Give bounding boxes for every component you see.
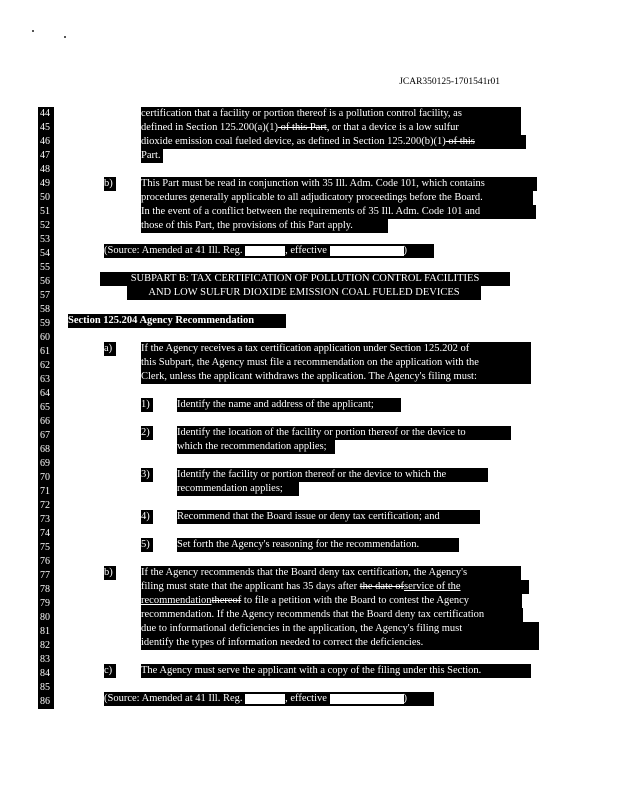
struck-text: thereof: [211, 595, 242, 606]
inserted-text: recommendation: [141, 595, 212, 606]
line-number: 59: [38, 317, 54, 331]
line-number: 71: [38, 485, 54, 499]
subpart-heading-line-1: SUBPART B: TAX CERTIFICATION OF POLLUTION CONTROL FACILITIES: [100, 272, 510, 286]
sub-item-3-line-2: recommendation applies;: [177, 482, 299, 496]
line-number: 86: [38, 695, 54, 709]
para-b-line-5: due to informational deficiencies in the application, the Agency's filing must: [141, 622, 539, 636]
line-number: 44: [38, 107, 54, 121]
para-c-label: c): [104, 664, 116, 678]
line-number: 81: [38, 625, 54, 639]
line-number: 63: [38, 373, 54, 387]
scan-speck: [64, 36, 66, 38]
blank-effective-date: [330, 246, 404, 256]
source-suffix: ): [403, 245, 408, 256]
struck-text: of this Part: [278, 122, 327, 133]
sub-item-2-line-1: Identify the location of the facility or portion thereof or the device to: [177, 426, 511, 440]
line-number: 57: [38, 289, 54, 303]
item-b-line-3: In the event of a conflict between the requirements of 35 Ill. Adm. Code 101 and: [141, 205, 536, 219]
line-number: 78: [38, 583, 54, 597]
blank-reg-number: [245, 246, 285, 256]
para-b-line-2: [141, 580, 529, 594]
line-number: 61: [38, 345, 54, 359]
sub-item-2-line-2: which the recommendation applies;: [177, 440, 335, 454]
line-number: 51: [38, 205, 54, 219]
line-number: 80: [38, 611, 54, 625]
source-prefix: (Source: Amended at 41 Ill. Reg.: [104, 693, 246, 704]
line-number: 79: [38, 597, 54, 611]
sub-item-1-label: 1): [141, 398, 153, 412]
inserted-text: service of the: [404, 581, 461, 592]
line-number: 83: [38, 653, 54, 667]
line-number: 47: [38, 149, 54, 163]
line-number: 60: [38, 331, 54, 345]
line-number: 69: [38, 457, 54, 471]
source-mid: , effective: [285, 245, 330, 256]
item-b-line-2: procedures generally applicable to all adjudicatory proceedings before the Board.: [141, 191, 533, 205]
para-a-label: a): [104, 342, 116, 356]
para-b-line-4: recommendation. If the Agency recommends that the Board deny tax certification: [141, 608, 523, 622]
sub-item-2-label: 2): [141, 426, 153, 440]
source-note-1: [104, 244, 434, 258]
line-number: 84: [38, 667, 54, 681]
line-number: 67: [38, 429, 54, 443]
para-b-text: to file a petition with the Board to contest the Agency: [241, 595, 470, 606]
item-b-line-1: This Part must be read in conjunction with 35 Ill. Adm. Code 101, which contains: [141, 177, 537, 191]
line-number: 76: [38, 555, 54, 569]
line-number: 55: [38, 261, 54, 275]
line-number: 74: [38, 527, 54, 541]
document-id: JCAR350125-1701541r01: [399, 77, 500, 87]
section-heading: Section 125.204 Agency Recommendation: [68, 314, 286, 328]
sub-item-5-line-1: Set forth the Agency's reasoning for the recommendation.: [177, 538, 459, 552]
line-number: 68: [38, 443, 54, 457]
line-number: 46: [38, 135, 54, 149]
line-number: 58: [38, 303, 54, 317]
para-b-line-6: identify the types of information needed to correct the deficiencies.: [141, 636, 539, 650]
blank-reg-number: [245, 694, 285, 704]
struck-text: the date of: [359, 581, 405, 592]
line-number: 73: [38, 513, 54, 527]
intro-text: , or that a device is a low sulfur: [326, 122, 459, 133]
line-number: 82: [38, 639, 54, 653]
line-number: 54: [38, 247, 54, 261]
source-suffix: ): [403, 693, 408, 704]
sub-item-1-line-1: Identify the name and address of the applicant;: [177, 398, 401, 412]
intro-line-47: Part.: [141, 149, 163, 163]
sub-item-5-label: 5): [141, 538, 153, 552]
item-b-line-4: those of this Part, the provisions of this Part apply.: [141, 219, 388, 233]
line-number: 75: [38, 541, 54, 555]
intro-text: dioxide emission coal fueled device, as defined in Section 125.200(b)(1): [141, 136, 446, 147]
para-a-line-1: If the Agency receives a tax certification application under Section 125.202 of: [141, 342, 531, 356]
para-b-text: filing must state that the applicant has 35 days after: [141, 581, 360, 592]
struck-text: of this: [445, 136, 475, 147]
source-mid: , effective: [285, 693, 330, 704]
line-number: 77: [38, 569, 54, 583]
para-a-line-3: Clerk, unless the applicant withdraws the application. The Agency's filing must:: [141, 370, 531, 384]
line-number: 50: [38, 191, 54, 205]
intro-line-45: [141, 121, 521, 135]
line-number: 53: [38, 233, 54, 247]
sub-item-4-label: 4): [141, 510, 153, 524]
intro-text: defined in Section 125.200(a)(1): [141, 122, 279, 133]
line-number: 49: [38, 177, 54, 191]
scan-speck: [32, 30, 34, 32]
intro-line-44: certification that a facility or portion thereof is a pollution control facility, as: [141, 107, 521, 121]
line-number: 62: [38, 359, 54, 373]
line-number: 66: [38, 415, 54, 429]
line-number: 70: [38, 471, 54, 485]
item-b-label: b): [104, 177, 116, 191]
source-note-2: [104, 692, 434, 706]
para-c-line-1: The Agency must serve the applicant with a copy of the filing under this Section.: [141, 664, 531, 678]
para-a-line-2: this Subpart, the Agency must file a recommendation on the application with the: [141, 356, 531, 370]
source-prefix: (Source: Amended at 41 Ill. Reg.: [104, 245, 246, 256]
para-b-label: b): [104, 566, 116, 580]
subpart-heading-line-2: AND LOW SULFUR DIOXIDE EMISSION COAL FUELED DEVICES: [127, 286, 481, 300]
line-number: 48: [38, 163, 54, 177]
para-b-line-1: If the Agency recommends that the Board deny tax certification, the Agency's: [141, 566, 521, 580]
line-number: 52: [38, 219, 54, 233]
line-number: 56: [38, 275, 54, 289]
intro-line-46: [141, 135, 526, 149]
line-number: 64: [38, 387, 54, 401]
sub-item-3-label: 3): [141, 468, 153, 482]
line-number: 72: [38, 499, 54, 513]
sub-item-3-line-1: Identify the facility or portion thereof or the device to which the: [177, 468, 488, 482]
line-number: 65: [38, 401, 54, 415]
line-number: 85: [38, 681, 54, 695]
sub-item-4-line-1: Recommend that the Board issue or deny tax certification; and: [177, 510, 480, 524]
blank-effective-date: [330, 694, 404, 704]
line-number: 45: [38, 121, 54, 135]
para-b-line-3: [141, 594, 522, 608]
